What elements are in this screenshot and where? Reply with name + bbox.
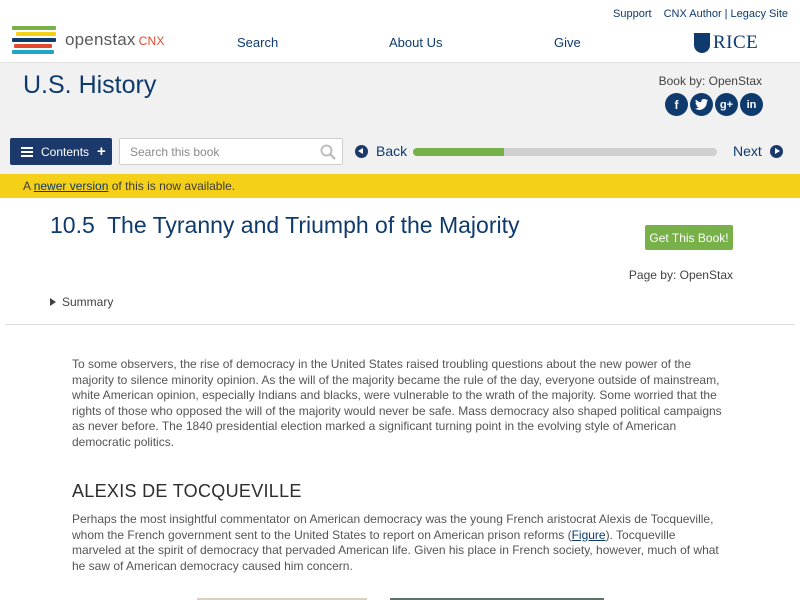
logo-text: openstax CNX bbox=[65, 30, 165, 49]
section-number: 10.5 bbox=[50, 212, 95, 238]
cnx-author-link[interactable]: CNX Author bbox=[663, 8, 722, 20]
newer-version-link[interactable]: newer version bbox=[33, 179, 109, 193]
nav-search[interactable]: Search bbox=[237, 35, 279, 50]
plus-icon: + bbox=[97, 143, 106, 160]
book-header bbox=[0, 62, 800, 174]
summary-toggle[interactable]: Summary bbox=[50, 295, 113, 309]
site-header bbox=[0, 0, 800, 62]
book-search bbox=[119, 138, 343, 165]
arrow-right-icon bbox=[770, 145, 783, 158]
twitter-icon[interactable] bbox=[690, 93, 713, 116]
search-icon[interactable] bbox=[320, 144, 336, 165]
arrow-left-icon bbox=[355, 145, 368, 158]
newer-version-notice: A newer version of this is now available. bbox=[0, 174, 800, 198]
openstax-logo[interactable] bbox=[12, 26, 165, 54]
next-button[interactable]: Next bbox=[733, 143, 783, 159]
nav-about-us[interactable]: About Us bbox=[389, 35, 443, 50]
book-by: Book by: OpenStax bbox=[658, 74, 762, 88]
progress-fill bbox=[413, 148, 504, 156]
nav-give[interactable]: Give bbox=[554, 35, 581, 50]
contents-button[interactable]: Contents + bbox=[10, 138, 112, 165]
google-plus-icon[interactable]: g+ bbox=[715, 93, 738, 116]
logo-books-icon bbox=[12, 26, 58, 54]
legacy-site-link[interactable]: Legacy Site bbox=[730, 8, 788, 20]
utility-links: Support CNX Author | Legacy Site bbox=[613, 8, 788, 20]
triangle-right-icon bbox=[50, 298, 56, 306]
get-this-book-button[interactable]: Get This Book! bbox=[645, 225, 733, 250]
linkedin-icon[interactable]: in bbox=[740, 93, 763, 116]
support-link[interactable]: Support bbox=[613, 8, 652, 20]
divider bbox=[5, 324, 795, 325]
section-heading: ALEXIS DE TOCQUEVILLE bbox=[72, 481, 302, 501]
social-links bbox=[665, 93, 763, 116]
rice-shield-icon bbox=[694, 33, 710, 53]
back-button[interactable]: Back bbox=[355, 143, 407, 159]
figure-link[interactable]: Figure bbox=[571, 527, 606, 542]
rice-logo[interactable]: RICE bbox=[694, 32, 758, 54]
page-title: The Tyranny and Triumph of the Majority bbox=[107, 212, 520, 238]
logo-cnx: CNX bbox=[138, 34, 165, 48]
list-icon bbox=[21, 147, 33, 156]
book-title[interactable]: U.S. History bbox=[23, 71, 157, 99]
intro-paragraph: To some observers, the rise of democracy in the United States raised troubling questions about the new power of the majority to silence minority opinion. As the will of the majority became the rule of the day, everyone outside of mainstream, white American opinion, especially Indians and blacks, were vulnerable to the wrath of the majority. Some worried that the rights of those who opposed the will of the majority would never be safe. Mass democracy also shaped political campaigns as never before. The 1840 presidential election marked a significant turning point in the evolving style of American democratic politics. bbox=[72, 357, 722, 449]
page-by: Page by: OpenStax bbox=[628, 268, 733, 282]
tocqueville-paragraph: Perhaps the most insightful commentator on American democracy was the young French aristocrat Alexis de Tocqueville, whom the French government sent to the United States to report on American prison reforms (Figure). Tocqueville marveled at the spirit of democracy that pervaded American life. Given his place in French society, however, much of what he saw of American democracy caused him concern. bbox=[72, 512, 719, 573]
facebook-icon[interactable]: f bbox=[665, 93, 688, 116]
search-input[interactable] bbox=[120, 139, 310, 164]
reading-progress-bar bbox=[413, 148, 717, 156]
